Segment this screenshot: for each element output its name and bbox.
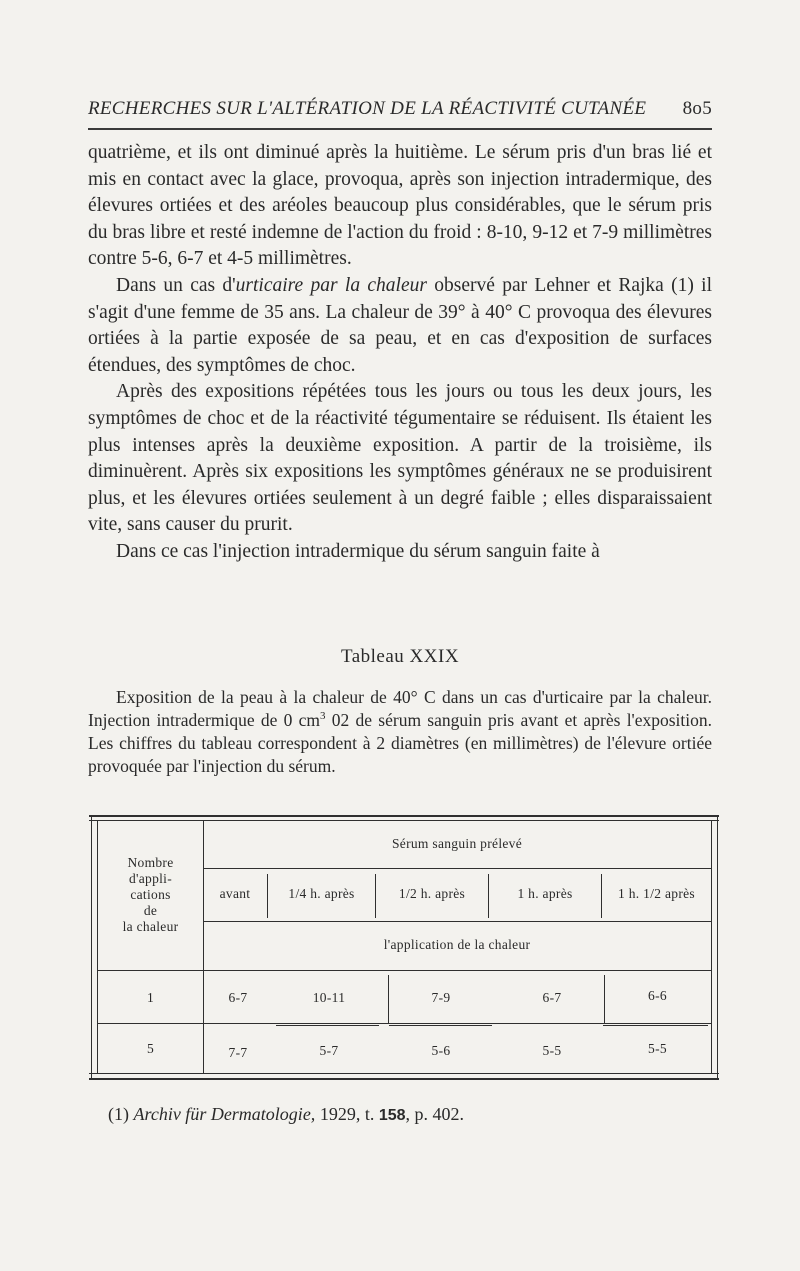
col-sep-3 <box>488 874 489 918</box>
col-sep-4 <box>601 874 602 918</box>
table-cell: 7-7 <box>228 1045 248 1060</box>
footnote-year: 1929, t. <box>319 1104 375 1124</box>
row-header-line-3: cations <box>130 887 171 902</box>
stub-separator <box>203 820 204 1074</box>
table-bottom-rule <box>89 1078 719 1080</box>
table-top-rule-inner <box>89 820 719 821</box>
row-header-line-5: la chaleur <box>122 919 179 934</box>
table-left-rule-inner <box>97 820 98 1074</box>
table-cell: 6-7 <box>542 990 562 1005</box>
table-cell: 5-6 <box>431 1043 451 1058</box>
table-cell: 6-7 <box>228 990 248 1005</box>
footnote <box>108 1104 712 1125</box>
paragraph-2-end: observé par Lehner et Rajka (1) il s'agit d'une femme de 35 ans. La chaleur de 39° à 40° C provoqua des élevures ortiées à la partie exposée de sa peau, et en cas d'exposition de surfaces étendues, des symptômes de choc. <box>88 274 713 376</box>
table-right-rule-inner <box>711 820 712 1074</box>
paragraph-2-start: Dans un cas d' <box>116 274 236 296</box>
paragraph-1: quatrième, et ils ont diminué après la huitième. Le sérum pris d'un bras lié et mis en contact avec la glace, provoqua, après son injection intradermique, des élevures ortiées et des aréoles beaucoup plus considérables, que le sérum pris du bras libre et resté indemne de l'action du froid : 8-10, 9-12 et 7-9 millimètres contre 5-6, 6-7 et 4-5 millimètres. <box>88 142 712 270</box>
group-header: Sérum sanguin prélevé <box>391 836 522 851</box>
footnote-mark: (1) <box>108 1104 129 1124</box>
paragraph-2 <box>88 273 712 379</box>
running-title: RECHERCHES SUR L'ALTÉRATION DE LA RÉACTIVITÉ CUTANÉE <box>88 98 647 119</box>
running-header <box>88 98 712 120</box>
row-header-line-4: de <box>143 903 158 918</box>
column-header: 1 h. 1/2 après <box>618 886 695 901</box>
table-cell: 5-5 <box>542 1043 562 1058</box>
footnote-volume: 158 <box>378 1107 406 1124</box>
table-cell: 5-7 <box>319 1043 339 1058</box>
column-header: avant <box>219 886 251 901</box>
col-sep-2 <box>375 874 376 918</box>
table-title: Tableau XXIX <box>340 646 460 667</box>
col-sep-1 <box>267 874 268 918</box>
table-bottom-rule-inner <box>89 1073 719 1074</box>
page-number: 8o5 <box>682 98 712 119</box>
table-left-rule <box>91 815 92 1080</box>
row-separator-seg-3 <box>603 1025 708 1026</box>
column-header: 1 h. après <box>517 886 573 901</box>
row-separator-seg-1 <box>276 1025 379 1026</box>
paragraph-2-italic: urticaire par la chaleur <box>235 274 427 296</box>
row-label: 5 <box>146 1041 155 1056</box>
table-cell: 7-9 <box>431 990 451 1005</box>
table-right-rule <box>717 815 718 1080</box>
table-top-rule <box>89 815 719 817</box>
table-cell: 10-11 <box>312 990 346 1005</box>
table-cell: 6-6 <box>648 988 667 1003</box>
column-header-rule <box>203 921 711 922</box>
header-rule <box>88 128 712 130</box>
row-header-line-1: Nombre <box>127 855 174 870</box>
body-text <box>88 140 712 566</box>
row-label: 1 <box>146 990 155 1005</box>
data-col-sep-2 <box>604 975 605 1023</box>
table-cell: 5-5 <box>648 1041 667 1056</box>
caption-end: 02 de sérum sanguin pris avant et après l'exposition. Les chiffres du tableau correspondent à 2 diamètres (en millimètres) de l'élevure ortiée provoquée par l'injection du sérum. <box>88 710 712 776</box>
row-header <box>98 855 203 935</box>
footnote-journal: Archiv für Dermatologie, <box>133 1104 316 1124</box>
caption-start: Exposition de la peau à la chaleur de 40° C dans un cas d'urticaire par la chaleur. Injection intradermique de 0 cm <box>88 687 712 730</box>
row-separator <box>98 1023 711 1024</box>
footnote-page: , p. 402. <box>405 1104 465 1124</box>
paragraph-4: Dans ce cas l'injection intradermique du sérum sanguin faite à <box>116 540 600 562</box>
row-separator-seg-2 <box>389 1025 492 1026</box>
column-header: 1/4 h. après <box>288 886 355 901</box>
sub-header: l'application de la chaleur <box>383 937 531 952</box>
column-header: 1/2 h. après <box>398 886 466 901</box>
group-header-rule <box>203 868 711 869</box>
data-col-sep-1 <box>388 975 389 1023</box>
row-header-line-2: d'appli- <box>128 871 173 886</box>
header-bottom-rule <box>98 970 711 971</box>
caption-sup: 3 <box>320 710 326 723</box>
table-caption <box>88 686 712 778</box>
paragraph-3: Après des expositions répétées tous les jours ou tous les deux jours, les symptômes de choc et de la réactivité tégumentaire se réduisent. Ils étaient les plus intenses après la deuxième exposition. A partir de la troisième, ils diminuèrent. Après six expositions les symptômes généraux ne se produisirent plus, et les élevures ortiées seulement à un degré faible ; elles disparaissaient vite, sans causer du prurit. <box>88 381 712 536</box>
